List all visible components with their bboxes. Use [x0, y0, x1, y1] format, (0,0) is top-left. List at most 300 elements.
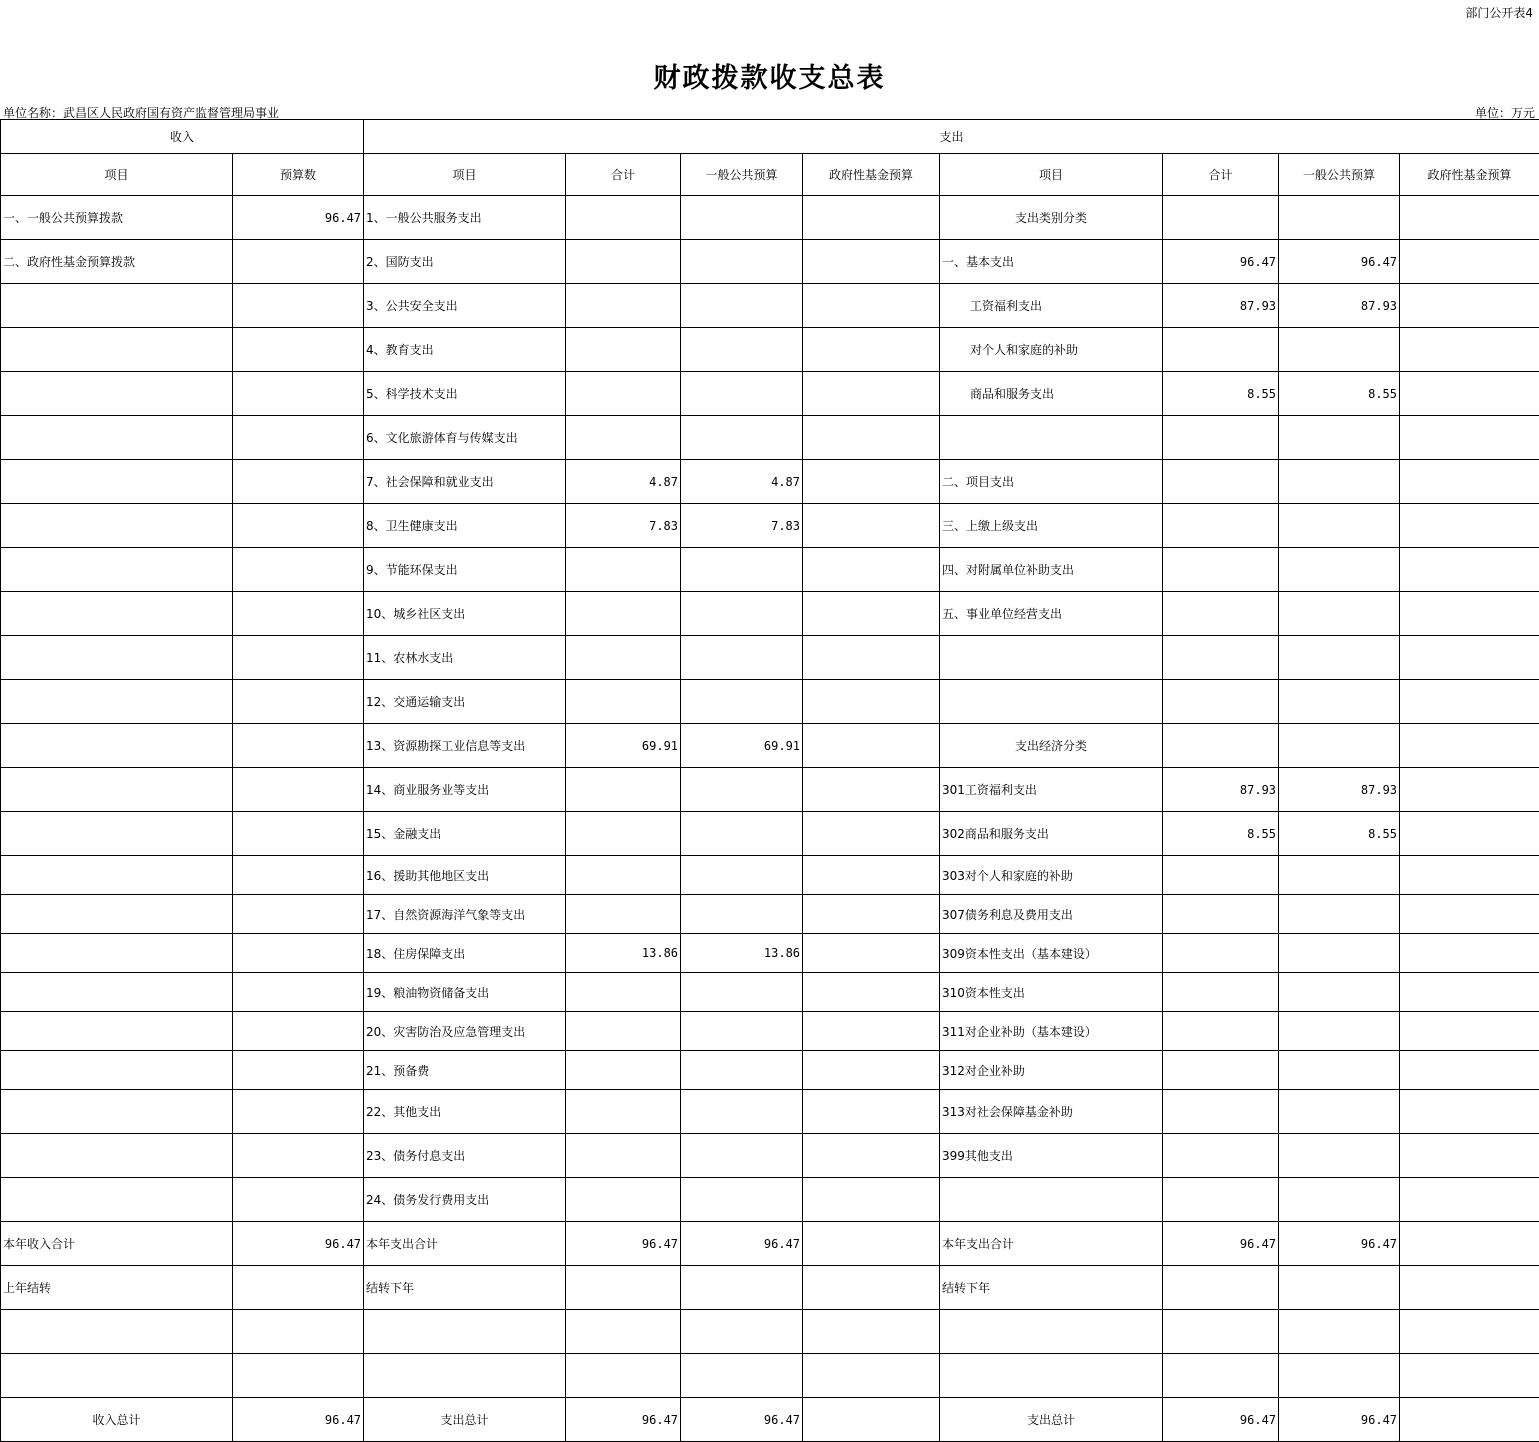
income-item-cell: 上年结转: [1, 1266, 233, 1310]
class-fund-cell: [1400, 680, 1539, 724]
income-item-cell: [1, 1178, 233, 1222]
expense-fund-cell: [803, 973, 940, 1012]
class-total-cell: [1163, 636, 1279, 680]
expense-total-cell: [566, 1354, 681, 1398]
expense-total-cell: [566, 680, 681, 724]
expense-total-cell: [566, 1266, 681, 1310]
class-total-cell: [1163, 1012, 1279, 1051]
income-budget-cell: [233, 724, 364, 768]
income-item-cell: [1, 1012, 233, 1051]
expense-fund-cell: [803, 284, 940, 328]
class-item-cell: 本年支出合计: [940, 1222, 1163, 1266]
class-item-cell: 301工资福利支出: [940, 768, 1163, 812]
expense-general-cell: [681, 1134, 803, 1178]
income-budget-cell: [233, 416, 364, 460]
expense-item-cell: 10、城乡社区支出: [364, 592, 566, 636]
class-fund-cell: [1400, 548, 1539, 592]
class-total-cell: [1163, 724, 1279, 768]
table-row: [1, 768, 1539, 812]
table-row: [1, 240, 1539, 284]
expense-total-cell: [566, 284, 681, 328]
expense-fund-cell: [803, 240, 940, 284]
expense-total-cell: [566, 856, 681, 895]
expense-fund-cell: [803, 1134, 940, 1178]
expense-item-cell: 18、住房保障支出: [364, 934, 566, 973]
class-item-cell: 对个人和家庭的补助: [940, 328, 1163, 372]
expense-item-cell: 本年支出合计: [364, 1222, 566, 1266]
income-item-cell: 二、政府性基金预算拨款: [1, 240, 233, 284]
header-row-top: [1, 120, 1539, 154]
expense-total-cell: [566, 328, 681, 372]
table-row: [1, 636, 1539, 680]
income-budget-cell: [233, 973, 364, 1012]
class-fund-cell: [1400, 416, 1539, 460]
expense-item-cell: [364, 1310, 566, 1354]
income-budget-cell: [233, 895, 364, 934]
income-item-cell: [1, 372, 233, 416]
table-row: [1, 895, 1539, 934]
class-fund-cell: [1400, 1354, 1539, 1398]
income-budget-cell: [233, 768, 364, 812]
class-general-cell: 96.47: [1279, 1398, 1400, 1442]
class-item-cell: 支出总计: [940, 1398, 1163, 1442]
class-item-cell: 支出类别分类: [940, 196, 1163, 240]
class-fund-cell: [1400, 196, 1539, 240]
income-budget-cell: [233, 680, 364, 724]
expense-general-cell: [681, 1012, 803, 1051]
class-total-cell: [1163, 1354, 1279, 1398]
page-title: 财政拨款收支总表: [653, 63, 886, 94]
income-budget-cell: [233, 1012, 364, 1051]
expense-item-cell: 8、卫生健康支出: [364, 504, 566, 548]
expense-general-cell: [681, 895, 803, 934]
income-budget-cell: [233, 328, 364, 372]
expense-general-cell: [681, 636, 803, 680]
class-total-cell: [1163, 934, 1279, 973]
class-general-cell: [1279, 504, 1400, 548]
class-fund-cell: [1400, 284, 1539, 328]
class-item-cell: 商品和服务支出: [940, 372, 1163, 416]
class-total-cell: [1163, 1051, 1279, 1090]
class-general-cell: [1279, 973, 1400, 1012]
expense-total-cell: 96.47: [566, 1398, 681, 1442]
class-general-cell: [1279, 895, 1400, 934]
expense-total-cell: [566, 416, 681, 460]
expense-general-cell: 4.87: [681, 460, 803, 504]
income-item-cell: [1, 284, 233, 328]
table-row: [1, 416, 1539, 460]
class-general-cell: [1279, 196, 1400, 240]
class-fund-cell: [1400, 1134, 1539, 1178]
expense-item-cell: 19、粮油物资储备支出: [364, 973, 566, 1012]
income-item-cell: [1, 934, 233, 973]
table-row: [1, 973, 1539, 1012]
income-item-cell: [1, 460, 233, 504]
income-budget-cell: 96.47: [233, 1222, 364, 1266]
form-number: 部门公开表4: [1465, 6, 1533, 20]
expense-general-cell: 13.86: [681, 934, 803, 973]
expense-total-cell: [566, 196, 681, 240]
class-fund-cell: [1400, 1222, 1539, 1266]
expense-item-cell: 24、债务发行费用支出: [364, 1178, 566, 1222]
class-item-cell: 四、对附属单位补助支出: [940, 548, 1163, 592]
class-general-cell: [1279, 1178, 1400, 1222]
expense-general-cell: [681, 856, 803, 895]
expense-item-cell: 12、交通运输支出: [364, 680, 566, 724]
expense-item-cell: 21、预备费: [364, 1051, 566, 1090]
class-total-cell: [1163, 592, 1279, 636]
income-budget-cell: [233, 636, 364, 680]
expense-fund-cell: [803, 1012, 940, 1051]
expense-general-cell: 96.47: [681, 1398, 803, 1442]
class-fund-cell: [1400, 636, 1539, 680]
class-total-cell: [1163, 1090, 1279, 1134]
expense-item-cell: 15、金融支出: [364, 812, 566, 856]
expense-general-cell: [681, 1178, 803, 1222]
income-item-cell: [1, 724, 233, 768]
class-general-cell: [1279, 1134, 1400, 1178]
header-row-columns: [1, 154, 1539, 196]
expense-total-cell: [566, 372, 681, 416]
budget-table: [0, 119, 1539, 1442]
income-item-cell: [1, 856, 233, 895]
expense-total-cell: [566, 768, 681, 812]
class-total-cell: 96.47: [1163, 240, 1279, 284]
table-row: [1, 680, 1539, 724]
expense-fund-cell: [803, 196, 940, 240]
income-budget-cell: [233, 856, 364, 895]
expense-total-cell: [566, 1012, 681, 1051]
income-budget-cell: [233, 934, 364, 973]
col-class-fund: 政府性基金预算: [1400, 154, 1539, 196]
income-budget-cell: [233, 1051, 364, 1090]
expense-fund-cell: [803, 592, 940, 636]
expense-general-cell: [681, 680, 803, 724]
class-item-cell: 310资本性支出: [940, 973, 1163, 1012]
col-class-total: 合计: [1163, 154, 1279, 196]
expense-item-cell: 23、债务付息支出: [364, 1134, 566, 1178]
income-budget-cell: [233, 592, 364, 636]
table-row: [1, 504, 1539, 548]
class-general-cell: 8.55: [1279, 372, 1400, 416]
expense-total-cell: [566, 592, 681, 636]
class-fund-cell: [1400, 372, 1539, 416]
table-row: [1, 460, 1539, 504]
expense-general-cell: [681, 1354, 803, 1398]
class-general-cell: [1279, 1266, 1400, 1310]
income-budget-cell: [233, 812, 364, 856]
expense-item-cell: 9、节能环保支出: [364, 548, 566, 592]
class-total-cell: 87.93: [1163, 284, 1279, 328]
class-general-cell: [1279, 856, 1400, 895]
table-row: [1, 328, 1539, 372]
class-general-cell: [1279, 680, 1400, 724]
class-item-cell: [940, 1178, 1163, 1222]
expense-total-cell: [566, 1090, 681, 1134]
income-item-cell: [1, 768, 233, 812]
income-budget-cell: 96.47: [233, 196, 364, 240]
class-total-cell: [1163, 1310, 1279, 1354]
class-item-cell: 399其他支出: [940, 1134, 1163, 1178]
class-general-cell: [1279, 460, 1400, 504]
expense-fund-cell: [803, 1354, 940, 1398]
class-item-cell: 工资福利支出: [940, 284, 1163, 328]
expense-item-cell: 6、文化旅游体育与传媒支出: [364, 416, 566, 460]
expense-general-cell: [681, 1266, 803, 1310]
class-fund-cell: [1400, 1266, 1539, 1310]
income-item-cell: [1, 812, 233, 856]
expense-general-cell: 96.47: [681, 1222, 803, 1266]
expense-fund-cell: [803, 1222, 940, 1266]
class-general-cell: [1279, 548, 1400, 592]
income-budget-cell: [233, 1310, 364, 1354]
income-item-cell: [1, 636, 233, 680]
class-total-cell: 8.55: [1163, 812, 1279, 856]
income-item-cell: [1, 1090, 233, 1134]
income-item-cell: [1, 1051, 233, 1090]
expense-general-cell: [681, 416, 803, 460]
income-budget-cell: [233, 284, 364, 328]
income-budget-cell: 96.47: [233, 1398, 364, 1442]
class-total-cell: [1163, 973, 1279, 1012]
class-total-cell: [1163, 504, 1279, 548]
class-item-cell: 311对企业补助（基本建设）: [940, 1012, 1163, 1051]
table-row: [1, 724, 1539, 768]
class-item-cell: 二、项目支出: [940, 460, 1163, 504]
expense-total-cell: 7.83: [566, 504, 681, 548]
expense-fund-cell: [803, 1310, 940, 1354]
class-item-cell: [940, 416, 1163, 460]
income-budget-cell: [233, 548, 364, 592]
table-row: [1, 856, 1539, 895]
class-fund-cell: [1400, 724, 1539, 768]
expense-item-cell: 14、商业服务业等支出: [364, 768, 566, 812]
class-general-cell: [1279, 1051, 1400, 1090]
col-class-general: 一般公共预算: [1279, 154, 1400, 196]
expense-general-cell: [681, 768, 803, 812]
col-class-item: 项目: [940, 154, 1163, 196]
expense-fund-cell: [803, 812, 940, 856]
expense-item-cell: 16、援助其他地区支出: [364, 856, 566, 895]
income-item-cell: [1, 328, 233, 372]
table-row: [1, 1354, 1539, 1398]
table-row: [1, 548, 1539, 592]
class-fund-cell: [1400, 1090, 1539, 1134]
col-expense-general: 一般公共预算: [681, 154, 803, 196]
class-fund-cell: [1400, 812, 1539, 856]
class-total-cell: [1163, 1178, 1279, 1222]
expense-item-cell: 22、其他支出: [364, 1090, 566, 1134]
class-fund-cell: [1400, 1398, 1539, 1442]
class-item-cell: 结转下年: [940, 1266, 1163, 1310]
class-fund-cell: [1400, 1012, 1539, 1051]
class-general-cell: [1279, 1090, 1400, 1134]
expense-total-cell: [566, 1051, 681, 1090]
table-row: [1, 812, 1539, 856]
expense-fund-cell: [803, 372, 940, 416]
table-row: [1, 1398, 1539, 1442]
class-fund-cell: [1400, 768, 1539, 812]
expense-total-cell: [566, 895, 681, 934]
class-fund-cell: [1400, 460, 1539, 504]
income-item-cell: [1, 1134, 233, 1178]
class-fund-cell: [1400, 504, 1539, 548]
class-general-cell: [1279, 934, 1400, 973]
class-fund-cell: [1400, 592, 1539, 636]
class-item-cell: 312对企业补助: [940, 1051, 1163, 1090]
expense-fund-cell: [803, 1090, 940, 1134]
class-item-cell: 303对个人和家庭的补助: [940, 856, 1163, 895]
expense-fund-cell: [803, 724, 940, 768]
expense-general-cell: [681, 812, 803, 856]
class-item-cell: 302商品和服务支出: [940, 812, 1163, 856]
class-general-cell: [1279, 328, 1400, 372]
class-fund-cell: [1400, 973, 1539, 1012]
income-item-cell: [1, 1354, 233, 1398]
class-total-cell: [1163, 680, 1279, 724]
class-item-cell: 支出经济分类: [940, 724, 1163, 768]
expense-fund-cell: [803, 1266, 940, 1310]
expense-general-cell: 69.91: [681, 724, 803, 768]
class-item-cell: 309资本性支出（基本建设）: [940, 934, 1163, 973]
expense-general-cell: [681, 284, 803, 328]
col-expense-fund: 政府性基金预算: [803, 154, 940, 196]
income-item-cell: [1, 973, 233, 1012]
income-budget-cell: [233, 372, 364, 416]
expense-general-cell: [681, 240, 803, 284]
expense-total-cell: [566, 548, 681, 592]
income-item-cell: 一、一般公共预算拨款: [1, 196, 233, 240]
income-item-cell: [1, 1310, 233, 1354]
class-total-cell: [1163, 856, 1279, 895]
income-item-cell: [1, 592, 233, 636]
expense-total-cell: 13.86: [566, 934, 681, 973]
class-item-cell: 一、基本支出: [940, 240, 1163, 284]
income-budget-cell: [233, 460, 364, 504]
income-item-cell: [1, 416, 233, 460]
expense-item-cell: 11、农林水支出: [364, 636, 566, 680]
class-item-cell: [940, 1310, 1163, 1354]
class-general-cell: 96.47: [1279, 1222, 1400, 1266]
expense-item-cell: 支出总计: [364, 1398, 566, 1442]
class-general-cell: [1279, 592, 1400, 636]
income-header: 收入: [1, 120, 364, 154]
table-row: [1, 934, 1539, 973]
class-total-cell: [1163, 1266, 1279, 1310]
expense-item-cell: [364, 1354, 566, 1398]
income-budget-cell: [233, 1134, 364, 1178]
expense-item-cell: 2、国防支出: [364, 240, 566, 284]
table-row: [1, 1222, 1539, 1266]
income-item-cell: [1, 548, 233, 592]
class-general-cell: 87.93: [1279, 768, 1400, 812]
expense-fund-cell: [803, 768, 940, 812]
class-total-cell: [1163, 416, 1279, 460]
table-row: [1, 372, 1539, 416]
income-item-cell: 本年收入合计: [1, 1222, 233, 1266]
expense-general-cell: [681, 548, 803, 592]
expense-general-cell: [681, 1310, 803, 1354]
col-expense-item: 项目: [364, 154, 566, 196]
class-fund-cell: [1400, 1310, 1539, 1354]
expense-general-cell: [681, 372, 803, 416]
col-income-item: 项目: [1, 154, 233, 196]
expense-general-cell: [681, 592, 803, 636]
expense-total-cell: [566, 1134, 681, 1178]
class-fund-cell: [1400, 240, 1539, 284]
table-row: [1, 1266, 1539, 1310]
class-item-cell: 五、事业单位经营支出: [940, 592, 1163, 636]
expense-item-cell: 13、资源勘探工业信息等支出: [364, 724, 566, 768]
expense-general-cell: [681, 1051, 803, 1090]
table-row: [1, 196, 1539, 240]
table-row: [1, 1134, 1539, 1178]
table-row: [1, 592, 1539, 636]
class-total-cell: [1163, 1134, 1279, 1178]
expense-total-cell: 4.87: [566, 460, 681, 504]
class-general-cell: [1279, 1012, 1400, 1051]
expense-general-cell: 7.83: [681, 504, 803, 548]
income-budget-cell: [233, 240, 364, 284]
expense-total-cell: [566, 1178, 681, 1222]
class-item-cell: [940, 680, 1163, 724]
expense-total-cell: [566, 973, 681, 1012]
class-general-cell: 96.47: [1279, 240, 1400, 284]
expense-total-cell: [566, 812, 681, 856]
class-item-cell: 313对社会保障基金补助: [940, 1090, 1163, 1134]
income-budget-cell: [233, 1178, 364, 1222]
class-item-cell: 三、上缴上级支出: [940, 504, 1163, 548]
table-row: [1, 1012, 1539, 1051]
class-fund-cell: [1400, 856, 1539, 895]
class-total-cell: [1163, 196, 1279, 240]
expense-item-cell: 3、公共安全支出: [364, 284, 566, 328]
class-general-cell: 87.93: [1279, 284, 1400, 328]
expense-general-cell: [681, 196, 803, 240]
income-budget-cell: [233, 1266, 364, 1310]
expense-item-cell: 7、社会保障和就业支出: [364, 460, 566, 504]
class-fund-cell: [1400, 895, 1539, 934]
class-general-cell: [1279, 1310, 1400, 1354]
table-row: [1, 1310, 1539, 1354]
expense-general-cell: [681, 973, 803, 1012]
class-fund-cell: [1400, 1051, 1539, 1090]
expense-item-cell: 20、灾害防治及应急管理支出: [364, 1012, 566, 1051]
expense-fund-cell: [803, 416, 940, 460]
income-budget-cell: [233, 1090, 364, 1134]
class-fund-cell: [1400, 1178, 1539, 1222]
class-general-cell: [1279, 1354, 1400, 1398]
table-row: [1, 1178, 1539, 1222]
class-general-cell: [1279, 724, 1400, 768]
class-general-cell: [1279, 416, 1400, 460]
income-item-cell: [1, 680, 233, 724]
expense-fund-cell: [803, 548, 940, 592]
income-item-cell: 收入总计: [1, 1398, 233, 1442]
class-total-cell: [1163, 460, 1279, 504]
expense-item-cell: 1、一般公共服务支出: [364, 196, 566, 240]
class-total-cell: 96.47: [1163, 1222, 1279, 1266]
class-general-cell: 8.55: [1279, 812, 1400, 856]
expense-general-cell: [681, 328, 803, 372]
expense-item-cell: 5、科学技术支出: [364, 372, 566, 416]
col-income-budget: 预算数: [233, 154, 364, 196]
table-row: [1, 1051, 1539, 1090]
table-row: [1, 284, 1539, 328]
class-general-cell: [1279, 636, 1400, 680]
expense-header: 支出: [364, 120, 1539, 154]
expense-fund-cell: [803, 1398, 940, 1442]
